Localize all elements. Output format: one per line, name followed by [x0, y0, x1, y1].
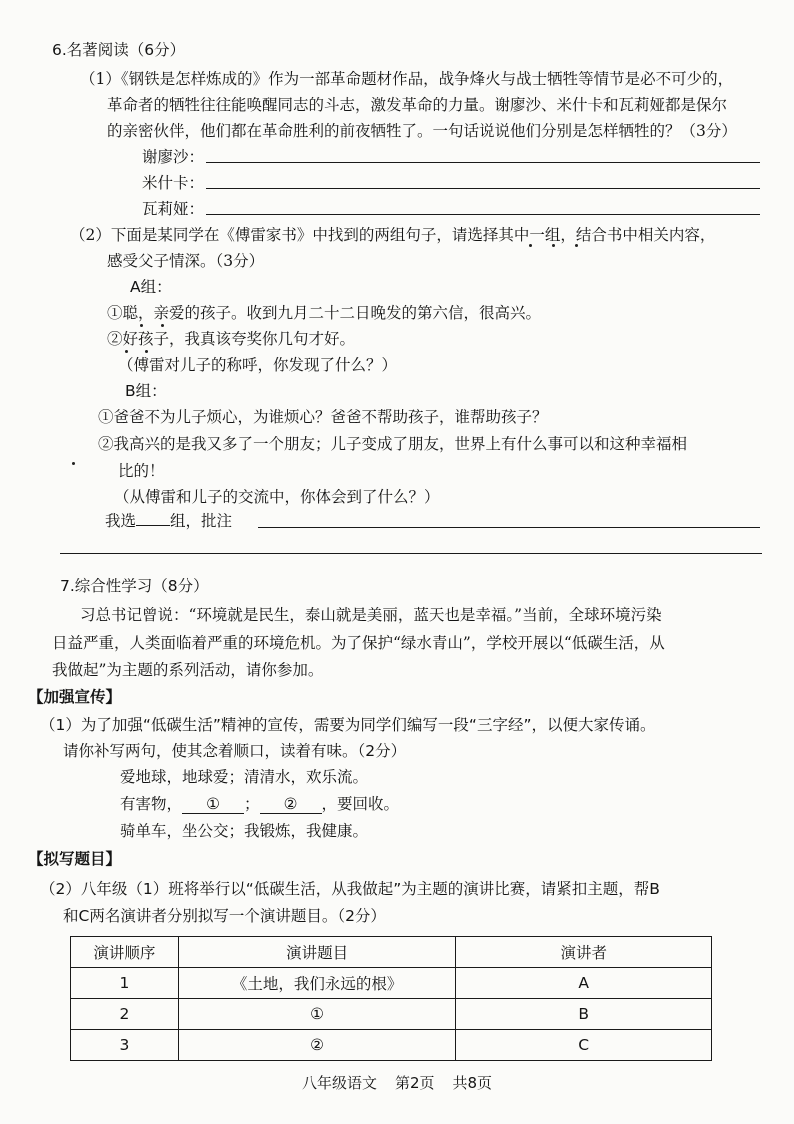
table-row	[71, 1030, 712, 1061]
group-a-sentence: ①聪，亲爱的孩子。收到九月二十二日晚发的第六信，很高兴。	[107, 304, 542, 322]
verse-separator: ；	[244, 795, 260, 813]
cell-speaker: C	[456, 1030, 712, 1061]
q7-intro-line: 习总书记曾说：“环境就是民生，泰山就是美丽，蓝天也是幸福。”当前，全球环境污染	[80, 606, 662, 624]
header-speaker: 演讲者	[456, 937, 712, 968]
header-title: 演讲题目	[178, 937, 456, 968]
verse-line: 爱地球，地球爱；清清水，欢乐流。	[120, 768, 369, 786]
emphasis-dot	[140, 324, 143, 327]
answer-line[interactable]	[206, 214, 760, 215]
verse-blank-1[interactable]: ①	[182, 795, 244, 814]
q7-title: 7.综合性学习（8分）	[60, 577, 209, 595]
q7-s1-line: （1）为了加强“低碳生活”精神的宣传，需要为同学们编写一段“三字经”，以便大家传诵。	[40, 716, 656, 734]
q6-p2-line: （2）下面是某同学在《傅雷家书》中找到的两组句子，请选择其中一组，结合书中相关内容，	[70, 226, 716, 244]
verse-blank-2[interactable]: ②	[260, 795, 322, 814]
cell-speaker: B	[456, 999, 712, 1030]
verse-suffix: ，要回收。	[321, 795, 400, 813]
group-b-sentence: ②我高兴的是我又多了一个朋友；儿子变成了朋友，世界上有什么事可以和这种幸福相	[98, 435, 688, 453]
emphasis-dot	[575, 244, 578, 247]
q6-title: 6.名著阅读（6分）	[52, 41, 186, 59]
group-b-hint: （从傅雷和儿子的交流中，你体会到了什么？）	[114, 488, 440, 506]
group-b-label: B组：	[125, 382, 167, 400]
q6-p1-line: 的亲密伙伴，他们都在革命胜利的前夜牺牲了。一句话说说他们分别是怎样牺牲的？（3分）	[107, 122, 737, 140]
q7-s1-line: 请你补写两句，使其念着顺口，读着有味。（2分）	[63, 742, 407, 760]
group-a-hint: （傅雷对儿子的称呼，你发现了什么？）	[118, 356, 398, 374]
answer-mid: 组，批注	[170, 512, 233, 530]
speck	[72, 462, 75, 465]
footer-subject: 八年级语文	[301, 1074, 377, 1092]
annotation-line[interactable]	[60, 553, 762, 554]
section-heading-title-writing: 【拟写题目】	[28, 850, 122, 868]
annotation-line[interactable]	[258, 527, 760, 528]
cell-order: 1	[71, 968, 179, 999]
group-b-sentence: ①爸爸不为儿子烦心，为谁烦心？爸爸不帮助孩子，谁帮助孩子？	[98, 408, 548, 426]
cell-title-blank[interactable]: ②	[178, 1030, 456, 1061]
cell-title: 《土地，我们永远的根》	[178, 968, 456, 999]
q7-intro-line: 日益严重，人类面临着严重的环境危机。为了保护“绿水青山”，学校开展以“低碳生活，从	[52, 634, 665, 652]
q7-intro-line: 我做起”为主题的系列活动，请你参加。	[52, 661, 324, 679]
cell-title-blank[interactable]: ①	[178, 999, 456, 1030]
name-label-valya: 瓦莉娅：	[142, 200, 205, 218]
answer-line[interactable]	[206, 188, 760, 189]
q6-p1-line: （1）《钢铁是怎样炼成的》作为一部革命题材作品，战争烽火与战士牺牲等情节是必不可少的，	[80, 70, 734, 88]
name-label-sergei: 谢廖沙：	[142, 148, 205, 166]
page-footer	[0, 1072, 794, 1093]
section-heading-promotion: 【加强宣传】	[28, 688, 122, 706]
table-row	[71, 968, 712, 999]
table-row	[71, 999, 712, 1030]
speech-table	[70, 936, 712, 1061]
table-header-row	[71, 937, 712, 968]
emphasis-dot	[161, 324, 164, 327]
emphasis-dot	[125, 350, 128, 353]
verse-fill-line	[120, 793, 399, 815]
footer-total: 共8页	[452, 1074, 493, 1092]
group-choice-blank[interactable]	[136, 525, 170, 526]
header-order: 演讲顺序	[71, 937, 179, 968]
verse-line: 骑单车，坐公交；我锻炼，我健康。	[120, 822, 369, 840]
footer-page: 第2页	[394, 1074, 435, 1092]
q7-s2-line: 和C两名演讲者分别拟写一个演讲题目。（2分）	[63, 907, 386, 925]
answer-line[interactable]	[206, 162, 760, 163]
group-a-sentence: ②好孩子，我真该夸奖你几句才好。	[107, 330, 356, 348]
group-a-label: A组：	[130, 278, 172, 296]
cell-order: 2	[71, 999, 179, 1030]
verse-prefix: 有害物，	[120, 795, 183, 813]
q6-p1-line: 革命者的牺牲往往能唤醒同志的斗志，激发革命的力量。谢廖沙、米什卡和瓦莉娅都是保尔	[107, 96, 728, 114]
emphasis-dot	[552, 244, 555, 247]
emphasis-dot	[145, 350, 148, 353]
name-label-mishka: 米什卡：	[142, 174, 205, 192]
q6-p2-line: 感受父子情深。（3分）	[107, 252, 265, 270]
answer-prefix: 我选	[105, 512, 137, 530]
cell-speaker: A	[456, 968, 712, 999]
q7-s2-line: （2）八年级（1）班将举行以“低碳生活，从我做起”为主题的演讲比赛，请紧扣主题，帮B	[40, 880, 660, 898]
cell-order: 3	[71, 1030, 179, 1061]
emphasis-dot	[529, 244, 532, 247]
answer-row	[105, 510, 232, 532]
group-b-sentence: 比的！	[118, 462, 165, 480]
